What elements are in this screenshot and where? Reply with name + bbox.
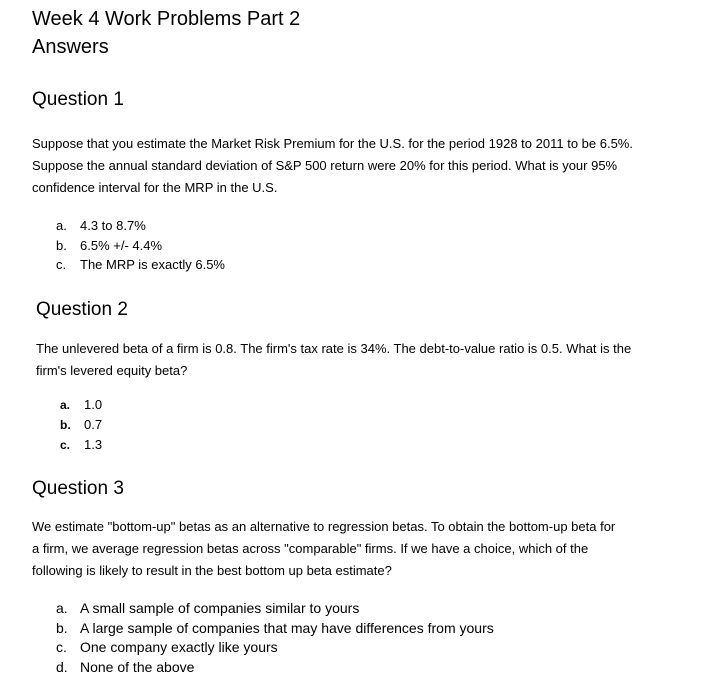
- option-c: [56, 638, 494, 658]
- question-2-text-line: The unlevered beta of a firm is 0.8. The firm's tax rate is 34%. The debt-to-value ratio is 0.5. What is the: [36, 341, 632, 356]
- question-2-text: [36, 338, 631, 382]
- option-marker: b.: [56, 237, 67, 253]
- question-1-text-line: Suppose the annual standard deviation of S&P 500 return were 20% for this period. What is your 95%: [32, 158, 618, 173]
- option-text: One company exactly like yours: [80, 639, 278, 655]
- question-1-text-line: Suppose that you estimate the Market Risk Premium for the U.S. for the period 1928 to 2011 to be 6.5%.: [32, 136, 633, 151]
- question-3-text-line: a firm, we average regression betas across "comparable" firms. If we have a choice, which of the: [32, 541, 589, 556]
- option-text: None of the above: [80, 658, 195, 675]
- option-marker: c.: [56, 257, 67, 272]
- option-marker: a.: [60, 398, 71, 412]
- option-c: [60, 435, 102, 455]
- option-marker: c.: [56, 639, 67, 655]
- page-title: Week 4 Work Problems Part 2: [32, 8, 301, 30]
- question-3-text-line: following is likely to result in the best bottom up beta estimate?: [32, 563, 392, 578]
- question-1-heading: Question 1: [32, 89, 124, 110]
- option-text: A small sample of companies similar to yours: [80, 600, 360, 616]
- question-1-options: [56, 216, 225, 275]
- question-1-text: [32, 133, 633, 199]
- question-2-heading: Question 2: [36, 299, 128, 320]
- option-text: 4.3 to 8.7%: [80, 218, 146, 233]
- option-text: A large sample of companies that may have differences from yours: [80, 619, 494, 636]
- option-marker: b.: [60, 418, 71, 432]
- option-marker: c.: [60, 438, 71, 452]
- question-3-options: [56, 599, 494, 677]
- option-a: [56, 216, 225, 236]
- option-c: [56, 255, 225, 275]
- option-b: [56, 236, 225, 256]
- question-2-options: [60, 395, 102, 455]
- option-marker: a.: [56, 600, 68, 616]
- option-marker: b.: [56, 619, 68, 636]
- question-2-text-line: firm's levered equity beta?: [36, 363, 188, 378]
- question-3-text: [32, 516, 615, 582]
- question-1-text-line: confidence interval for the MRP in the U.S.: [32, 180, 278, 195]
- question-3-text-line: We estimate "bottom-up" betas as an alternative to regression betas. To obtain the bottom-up beta for: [32, 519, 616, 534]
- option-b: [56, 619, 494, 639]
- option-marker: d.: [56, 658, 68, 675]
- option-text: 6.5% +/- 4.4%: [80, 237, 163, 253]
- option-text: 0.7: [84, 417, 103, 432]
- question-3-heading: Question 3: [32, 478, 124, 499]
- option-a: [56, 599, 494, 619]
- option-text: The MRP is exactly 6.5%: [80, 257, 225, 272]
- option-text: 1.3: [84, 437, 103, 452]
- option-a: [60, 395, 102, 415]
- option-marker: a.: [56, 218, 67, 233]
- option-b: [60, 415, 102, 435]
- option-text: 1.0: [84, 397, 103, 412]
- page-subtitle: Answers: [32, 36, 109, 58]
- option-d: [56, 658, 494, 678]
